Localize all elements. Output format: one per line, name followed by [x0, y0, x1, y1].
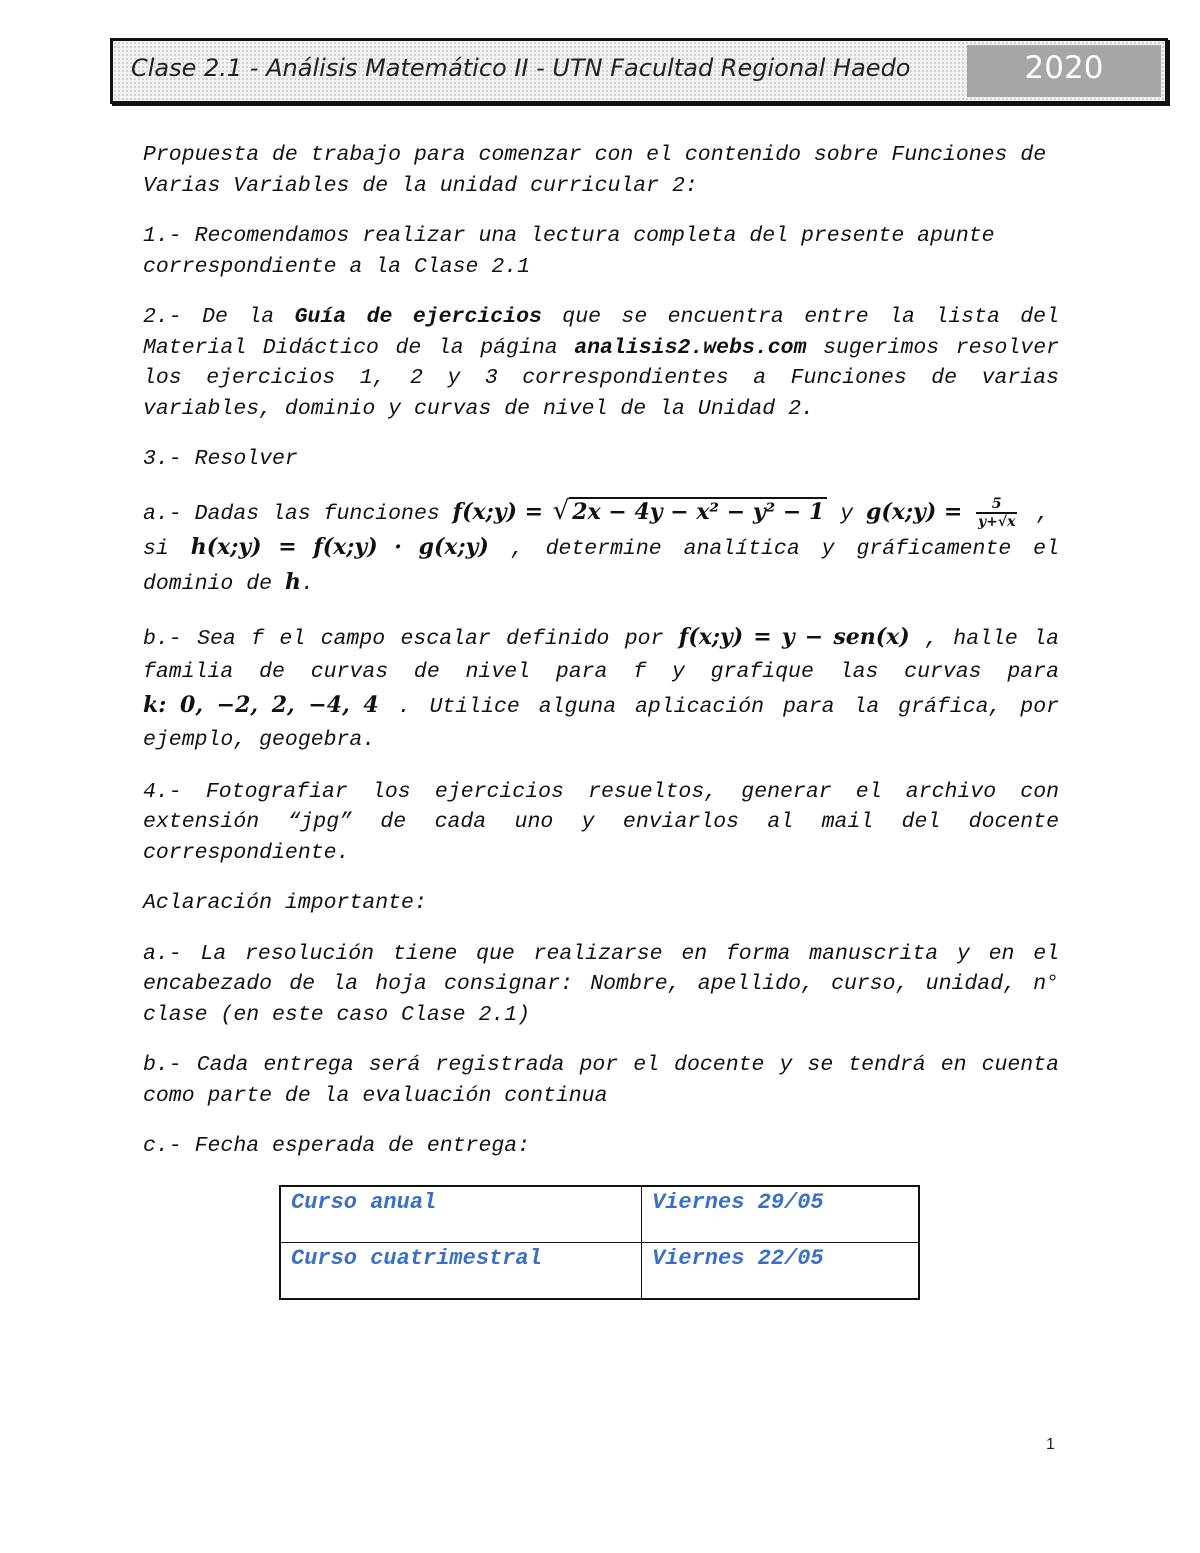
item-3b-post: . Utilice alguna aplicación para la gráfica, por ejemplo, geogebra. — [143, 694, 1060, 752]
square-root — [551, 495, 828, 529]
h-symbol: h — [284, 568, 301, 595]
g-numerator: 5 — [976, 496, 1017, 514]
website-text: analisis2.webs.com — [574, 335, 807, 360]
page-header — [110, 38, 1168, 104]
item-2-post: sugerimos resolver los ejercicios 1, 2 y 3 correspondientes a Funciones de varias variables, dominio y curvas de nivel de la Unidad 2. — [143, 335, 1059, 421]
item-2 — [143, 302, 1059, 424]
page-number: 1 — [1046, 1436, 1055, 1453]
table-row — [280, 1243, 919, 1300]
header-year: 2020 — [1024, 50, 1104, 86]
clarification-c: c.- Fecha esperada de entrega: — [143, 1134, 531, 1158]
item-3-heading: 3.- Resolver — [143, 447, 298, 471]
g-denominator: y+√x — [978, 513, 1016, 530]
item-1: 1.- Recomendamos realizar una lectura completa del presente apunte correspondiente a la Clase 2.1 — [143, 224, 995, 279]
delivery-table — [279, 1185, 920, 1300]
intro-paragraph: Propuesta de trabajo para comenzar con el contenido sobre Funciones de Varias Variables de la unidad curricular 2: — [143, 143, 1047, 198]
guide-link-text: Guía de ejercicios — [294, 305, 542, 329]
clarification-b: b.- Cada entrega será registrada por el docente y se tendrá en cuenta como parte de la evaluación continua — [143, 1053, 1059, 1108]
item-3a-pre: a.- Dadas las funciones — [143, 501, 453, 526]
header-title: Clase 2.1 - Análisis Matemático II - UTN Facultad Regional Haedo — [131, 54, 911, 82]
g-fraction — [976, 496, 1017, 530]
item-2-mid: que se encuentra entre la lista del Material Didáctico de la página — [143, 305, 1059, 360]
item-2-pre: 2.- De la — [143, 305, 295, 329]
item-3a — [143, 495, 1059, 601]
clarification-heading: Aclaración importante: — [143, 891, 427, 915]
date-cell: Viernes 22/05 — [642, 1243, 920, 1300]
item-3b — [143, 621, 1059, 757]
item-3a-end: . — [300, 571, 314, 596]
date-cell: Viernes 29/05 — [642, 1186, 920, 1243]
course-cell: Curso anual — [280, 1186, 642, 1243]
f-radicand: 2x − 4y − x² − y² − 1 — [569, 497, 827, 525]
item-3a-y: y — [827, 501, 867, 526]
g-definition — [866, 495, 1023, 530]
course-cell: Curso cuatrimestral — [280, 1243, 642, 1300]
document-body — [143, 140, 1059, 1182]
table-row — [280, 1186, 919, 1243]
item-3a-comma: , — [1023, 501, 1050, 526]
radical-sign: √ — [552, 495, 570, 526]
clarification-a: a.- La resolución tiene que realizarse en forma manuscrita y en el encabezado de la hoja consignar: Nombre, apellido, curso, unidad, n° clase (en este caso Clase 2.1) — [143, 941, 1059, 1027]
f-lhs: f(x;y) = — [452, 498, 551, 525]
f-level-definition: f(x;y) = y − sen(x) — [678, 623, 910, 650]
g-lhs: g(x;y) = — [866, 498, 971, 525]
item-3a-post: , determine analítica y gráficamente el dominio de — [143, 536, 1059, 596]
header-year-box — [967, 45, 1161, 97]
f-definition — [452, 495, 828, 526]
item-4: 4.- Fotografiar los ejercicios resueltos, generar el archivo con extensión “jpg” de cada uno y enviarlos al mail del docente correspondiente. — [143, 779, 1059, 865]
h-definition: h(x;y) = f(x;y) · g(x;y) — [190, 533, 489, 560]
item-3b-pre: b.- Sea f el campo escalar definido por — [143, 626, 679, 651]
item-3b-mid: , halle la familia de curvas de nivel para f y grafique las curvas para — [143, 626, 1059, 684]
item-3a-si: si — [143, 536, 191, 561]
k-values: k: 0, −2, 2, −4, 4 — [143, 691, 379, 718]
